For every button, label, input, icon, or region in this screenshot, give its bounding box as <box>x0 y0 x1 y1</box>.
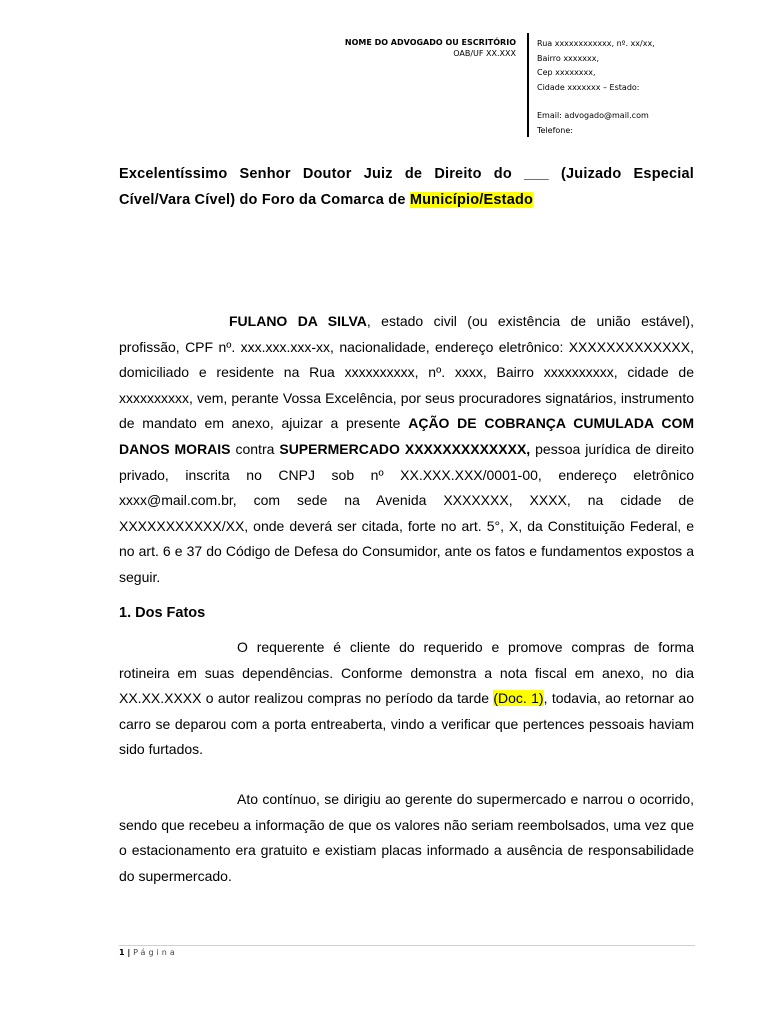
page-footer <box>119 948 178 957</box>
intro-paragraph <box>119 309 694 591</box>
addressee <box>119 161 694 213</box>
lawyer-name: NOME DO ADVOGADO OU ESCRITÓRIO <box>344 38 516 47</box>
spacer <box>537 95 757 109</box>
page-label: Página <box>133 948 178 957</box>
doc-reference: (Doc. 1) <box>493 690 544 707</box>
intro-text: , estado civil (ou existência de união estável), profissão, CPF nº. xxx.xxx.xxx-xx, nacionalidade, endereço eletrônico: XXXXXXXXXXXXX, domiciliado e residente na Rua xxxxxxxxxx, nº. xxxx, Bairro xxxxxxxxxx, cidade de xxxxxxxxxx, vem, perante Vossa Excelência, por seus procuradores signatários, instrumento de mandato em anexo, ajuizar a presente <box>119 313 694 432</box>
address-line: Rua xxxxxxxxxxxx, nº. xx/xx, <box>537 39 655 48</box>
intro-text: contra <box>230 440 280 457</box>
defendant-name: SUPERMERCADO XXXXXXXXXXXXX, <box>279 440 531 457</box>
address-line: Cep xxxxxxxx, <box>537 68 596 78</box>
plaintiff-name: FULANO DA SILVA <box>229 313 367 329</box>
letterhead-contact <box>537 37 757 139</box>
facts-text: , todavia, ao retornar ao carro se deparou com a porta entreaberta, vindo a verificar que pertences pessoais haviam sido furtados. <box>119 690 695 758</box>
section-title: 1. Dos Fatos <box>119 605 206 621</box>
address-line: Bairro xxxxxxx, <box>537 53 599 63</box>
footer-separator: | <box>124 948 134 957</box>
facts-text: O requerente é cliente do requerido e promove compras de forma rotineira em suas dependências. Conforme demonstra a nota fiscal em anexo, no dia XX.XX.XXXX o autor realizou compras no período da tarde <box>119 639 694 707</box>
addressee-highlight: Município/Estado <box>409 192 534 208</box>
intro-text: pessoa jurídica de direito privado, inscrita no CNPJ sob nº XX.XXX.XXX/0001-00, endereço eletrônico xxxx@mail.com.br, com sede na Avenida XXXXXXX, XXXX, na cidade de XXXXXXXXXXX/XX, onde deverá ser citada, forte no art. 5°, X, da Constituição Federal, e no art. 6 e 37 do Código de Defesa do Consumidor, ante os fatos e fundamentos expostos a seguir. <box>119 440 694 585</box>
letterhead-lawyer <box>300 37 516 59</box>
letterhead-divider <box>527 33 529 137</box>
oab-number: OAB/UF XX.XXX <box>453 49 516 58</box>
address-line: Cidade xxxxxxx – Estado: <box>537 82 640 92</box>
facts-paragraph-2 <box>119 787 694 889</box>
facts-paragraph-1 <box>119 635 694 763</box>
page-number: 1 <box>119 948 125 957</box>
footer-divider <box>119 945 695 946</box>
email-line: Email: advogado@mail.com <box>537 111 649 121</box>
facts-text: Ato contínuo, se dirigiu ao gerente do supermercado e narrou o ocorrido, sendo que recebeu a informação de que os valores não seriam reembolsados, uma vez que o estacionamento era gratuito e existiam placas informado a ausência de responsabilidade do supermercado. <box>119 791 694 884</box>
addressee-text: Excelentíssimo Senhor Doutor Juiz de Direito do ___ (Juizado Especial Cível/Vara Cível) do Foro da Comarca de <box>119 166 694 208</box>
action-title: AÇÃO DE COBRANÇA CUMULADA COM DANOS MORAIS <box>119 415 694 457</box>
phone-line: Telefone: <box>537 125 573 135</box>
